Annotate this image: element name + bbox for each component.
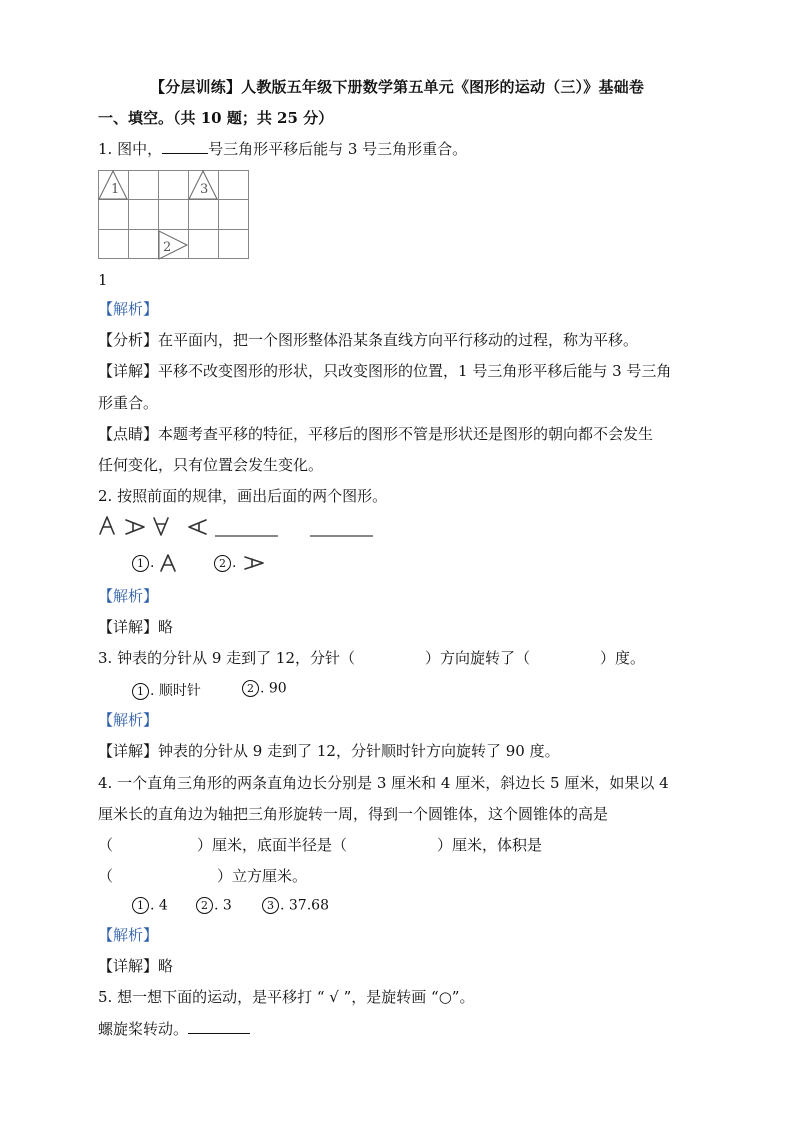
- q4-detail: 【详解】略: [98, 957, 174, 975]
- q2-answer-2: 2 .: [214, 553, 265, 573]
- letter-rotation-sequence: [98, 514, 388, 540]
- q1-text-post: 号三角形平移后能与 3 号三角形重合。: [208, 140, 468, 158]
- q2-detail: 【详解】略: [98, 618, 174, 636]
- triangle-3-label: 3: [200, 182, 209, 197]
- q1-jiexi-heading: 【解析】: [98, 300, 159, 318]
- q2-answer-1: 1 .: [132, 553, 177, 573]
- q1-tip-line2: 任何变化，只有位置会发生变化。: [98, 456, 324, 474]
- triangle-2-label: 2: [163, 240, 172, 255]
- q3-detail: 【详解】钟表的分针从 9 走到了 12，分针顺时针方向旋转了 90 度。: [98, 742, 560, 760]
- letter-a-upright-icon: [100, 517, 114, 534]
- triangle-grid-figure: [98, 170, 250, 260]
- q1-detail-line2: 形重合。: [98, 394, 159, 412]
- q1-answer: 1: [98, 271, 108, 289]
- question-4-line1: 4. 一个直角三角形的两条直角边长分别是 3 厘米和 4 厘米，斜边长 5 厘米，如果以 4: [98, 774, 669, 792]
- q1-detail-line1: 【详解】平移不改变图形的形状，只改变图形的位置，1 号三角形平移后能与 3 号三角: [98, 362, 672, 380]
- question-4-line3: （ ）厘米，底面半径是（ ）厘米，体积是: [98, 836, 543, 854]
- letter-a-upright-icon: [159, 553, 177, 573]
- section-heading: 一、填空。（共 10 题；共 25 分）: [98, 109, 334, 127]
- triangle-1-label: 1: [111, 182, 120, 197]
- question-5: 5. 想一想下面的运动，是平移打 “ √ ”，是旋转画 “○”。: [98, 988, 475, 1006]
- q1-tip-line1: 【点睛】本题考查平移的特征，平移后的图形不管是形状还是图形的朝向都不会发生: [98, 425, 654, 443]
- letter-a-rotated-left-icon: [189, 520, 206, 534]
- question-4-line2: 厘米长的直角边为轴把三角形旋转一周，得到一个圆锥体，这个圆锥体的高是: [98, 805, 609, 823]
- page-title: 【分层训练】人教版五年级下册数学第五单元《图形的运动（三）》基础卷: [149, 78, 645, 96]
- question-1: [98, 139, 467, 159]
- q5-item-1-blank[interactable]: [188, 1019, 250, 1034]
- q2-jiexi-heading: 【解析】: [98, 587, 159, 605]
- letter-a-inverted-icon: [154, 518, 168, 535]
- question-2: 2. 按照前面的规律，画出后面的两个图形。: [98, 487, 388, 505]
- question-4-line4: （ ）立方厘米。: [98, 867, 308, 885]
- q3-jiexi-heading: 【解析】: [98, 711, 159, 729]
- q1-analysis: 【分析】在平面内，把一个图形整体沿某条直线方向平行移动的过程，称为平移。: [98, 331, 639, 349]
- q4-answer-2: 2 . 3: [196, 897, 232, 914]
- q5-item-1: 螺旋桨转动。: [98, 1019, 250, 1039]
- letter-a-rotated-right-icon: [126, 520, 144, 534]
- q4-jiexi-heading: 【解析】: [98, 926, 159, 944]
- question-3: 3. 钟表的分针从 9 走到了 12，分针（ ）方向旋转了（ ）度。: [98, 649, 646, 667]
- q4-answer-1: 1 . 4: [132, 897, 168, 914]
- q3-answer-1: 1 . 顺时针: [132, 680, 201, 700]
- q4-answer-3: 3 . 37.68: [262, 897, 329, 914]
- q1-text-pre: 1. 图中，: [98, 140, 163, 158]
- letter-a-rotated-right-icon: [241, 553, 265, 573]
- q3-answer-2: 2 . 90: [242, 680, 287, 697]
- q1-blank[interactable]: [162, 139, 208, 154]
